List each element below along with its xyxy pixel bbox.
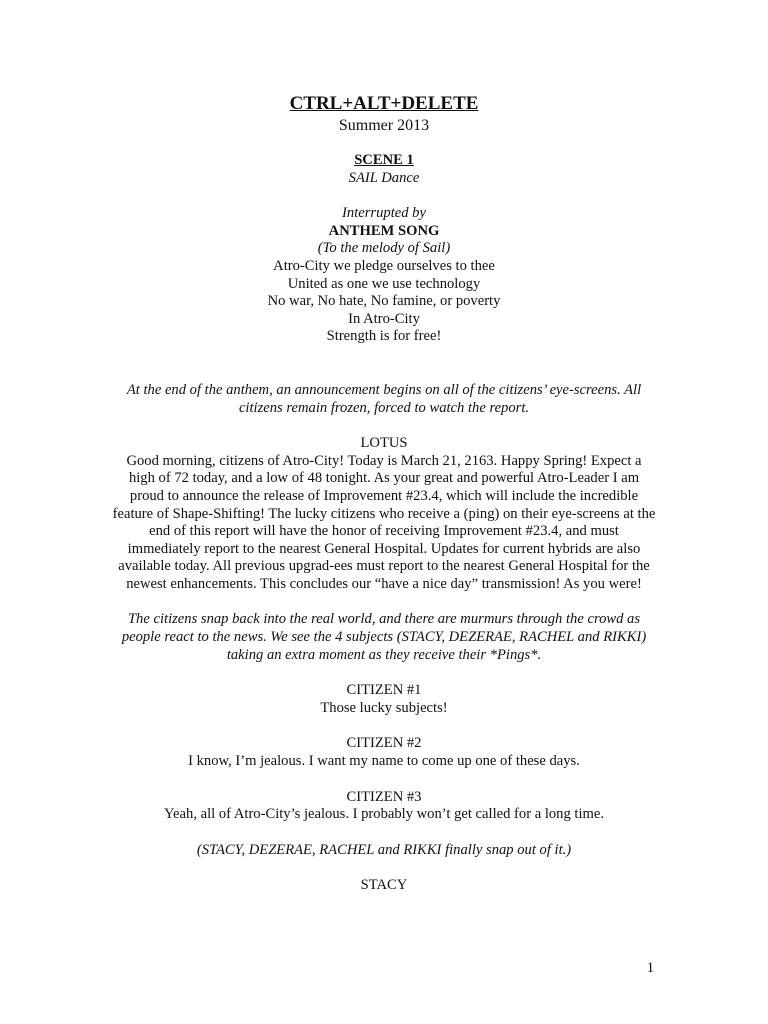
- dialogue-line: Good morning, citizens of Atro-City! Today is March 21, 2163. Happy Spring! Expect a high of 72 today, and a low of 48 tonight. As your great and powerful Atro-Leader I am proud to announce the release of Improvement #23.4, which will include the incredible feature of Shape-Shifting! The lucky citizens who receive a (ping) on their eye-screens at the end of this report will have the honor of receiving Improvement #23.4, and must immediately report to the nearest General Hospital. Updates for current hybrids are also available today. All previous upgrad-ees must report to the nearest General Hospital for the newest enhancements. This concludes our “have a nice day” transmission! As you were!: [112, 452, 656, 592]
- stage-direction: (STACY, DEZERAE, RACHEL and RIKKI finally snap out of it.): [196, 841, 572, 858]
- lyric-line: In Atro-City: [348, 310, 420, 327]
- speaker-name: CITIZEN #3: [346, 788, 422, 805]
- speaker-name: STACY: [360, 877, 408, 894]
- stage-direction: At the end of the anthem, an announcement begins on all of the citizens’ eye-screens. All citizens remain frozen, forced to watch the report.: [126, 381, 642, 416]
- script-title: CTRL+ALT+DELETE: [289, 93, 479, 114]
- scene-subtitle: SAIL Dance: [348, 169, 420, 186]
- stage-direction: The citizens snap back into the real world, and there are murmurs through the crowd as people react to the news. We see the 4 subjects (STACY, DEZERAE, RACHEL and RIKKI) taking an extra moment as they receive their *Pings*.: [121, 611, 647, 663]
- dialogue-line: I know, I’m jealous. I want my name to come up one of these days.: [188, 753, 580, 770]
- lyric-line: Strength is for free!: [326, 328, 442, 345]
- season-label: Summer 2013: [338, 117, 430, 134]
- lyric-line: No war, No hate, No famine, or poverty: [267, 293, 501, 310]
- lyric-line: United as one we use technology: [287, 275, 481, 292]
- speaker-name: LOTUS: [360, 435, 408, 452]
- dialogue-line: Yeah, all of Atro-City’s jealous. I probably won’t get called for a long time.: [163, 806, 605, 823]
- dialogue-line: Those lucky subjects!: [320, 699, 448, 716]
- lyric-line: Atro-City we pledge ourselves to thee: [273, 257, 495, 274]
- speaker-name: CITIZEN #1: [346, 682, 422, 699]
- song-title: ANTHEM SONG: [328, 222, 440, 239]
- page-number: 1: [646, 960, 654, 976]
- script-page: [112, 92, 656, 895]
- interrupted-by-label: Interrupted by: [342, 205, 426, 222]
- speaker-name: CITIZEN #2: [346, 735, 422, 752]
- song-note: (To the melody of Sail): [317, 240, 451, 257]
- scene-heading: SCENE 1: [354, 152, 414, 168]
